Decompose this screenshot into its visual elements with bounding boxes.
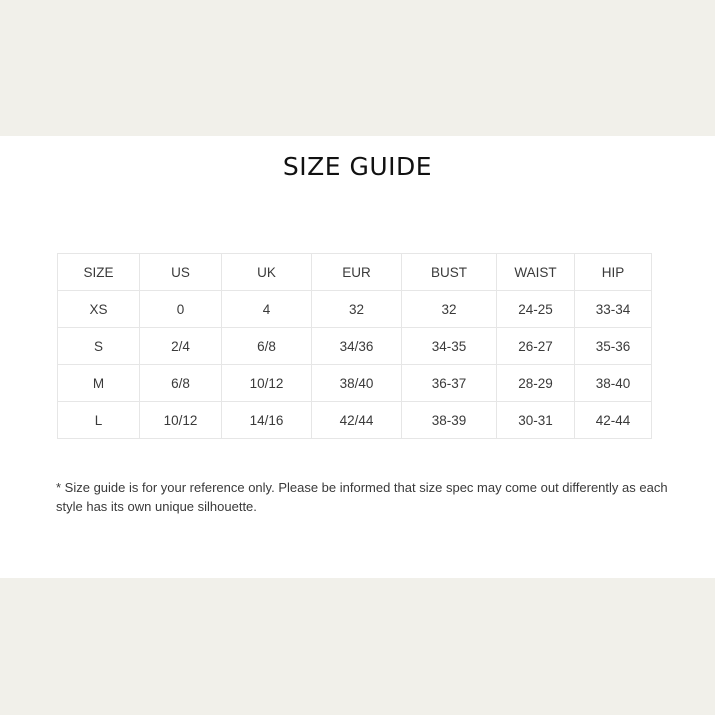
table-cell: 30-31 (497, 402, 575, 439)
table-cell: 38-40 (575, 365, 652, 402)
table-cell: 33-34 (575, 291, 652, 328)
page-title: SIZE GUIDE (282, 152, 433, 181)
table-cell: S (58, 328, 140, 365)
table-cell: 14/16 (222, 402, 312, 439)
table-cell: 35-36 (575, 328, 652, 365)
column-header-us: US (140, 254, 222, 291)
table-cell: 0 (140, 291, 222, 328)
table-cell: 42/44 (312, 402, 402, 439)
column-header-waist: WAIST (497, 254, 575, 291)
table-cell: 34-35 (402, 328, 497, 365)
table-cell: 32 (312, 291, 402, 328)
table-cell: 10/12 (222, 365, 312, 402)
table-header-row (58, 254, 652, 291)
column-header-bust: BUST (402, 254, 497, 291)
column-header-size: SIZE (58, 254, 140, 291)
column-header-eur: EUR (312, 254, 402, 291)
column-header-uk: UK (222, 254, 312, 291)
table-cell: 38-39 (402, 402, 497, 439)
table-cell: 6/8 (222, 328, 312, 365)
table-cell: 38/40 (312, 365, 402, 402)
table-cell: L (58, 402, 140, 439)
table-cell: XS (58, 291, 140, 328)
table-cell: 10/12 (140, 402, 222, 439)
table-row (58, 402, 652, 439)
table-cell: 34/36 (312, 328, 402, 365)
table-cell: 2/4 (140, 328, 222, 365)
table-cell: 26-27 (497, 328, 575, 365)
table-cell: 4 (222, 291, 312, 328)
table-cell: 24-25 (497, 291, 575, 328)
table-cell: M (58, 365, 140, 402)
column-header-hip: HIP (575, 254, 652, 291)
table-row (58, 291, 652, 328)
size-disclaimer-note: * Size guide is for your reference only. Please be informed that size spec may come out differently as each style has its own unique silhouette. (56, 480, 668, 514)
table-cell: 42-44 (575, 402, 652, 439)
table-row (58, 328, 652, 365)
table-cell: 32 (402, 291, 497, 328)
table-row (58, 365, 652, 402)
size-table (57, 253, 652, 439)
table-cell: 36-37 (402, 365, 497, 402)
table-cell: 28-29 (497, 365, 575, 402)
table-cell: 6/8 (140, 365, 222, 402)
